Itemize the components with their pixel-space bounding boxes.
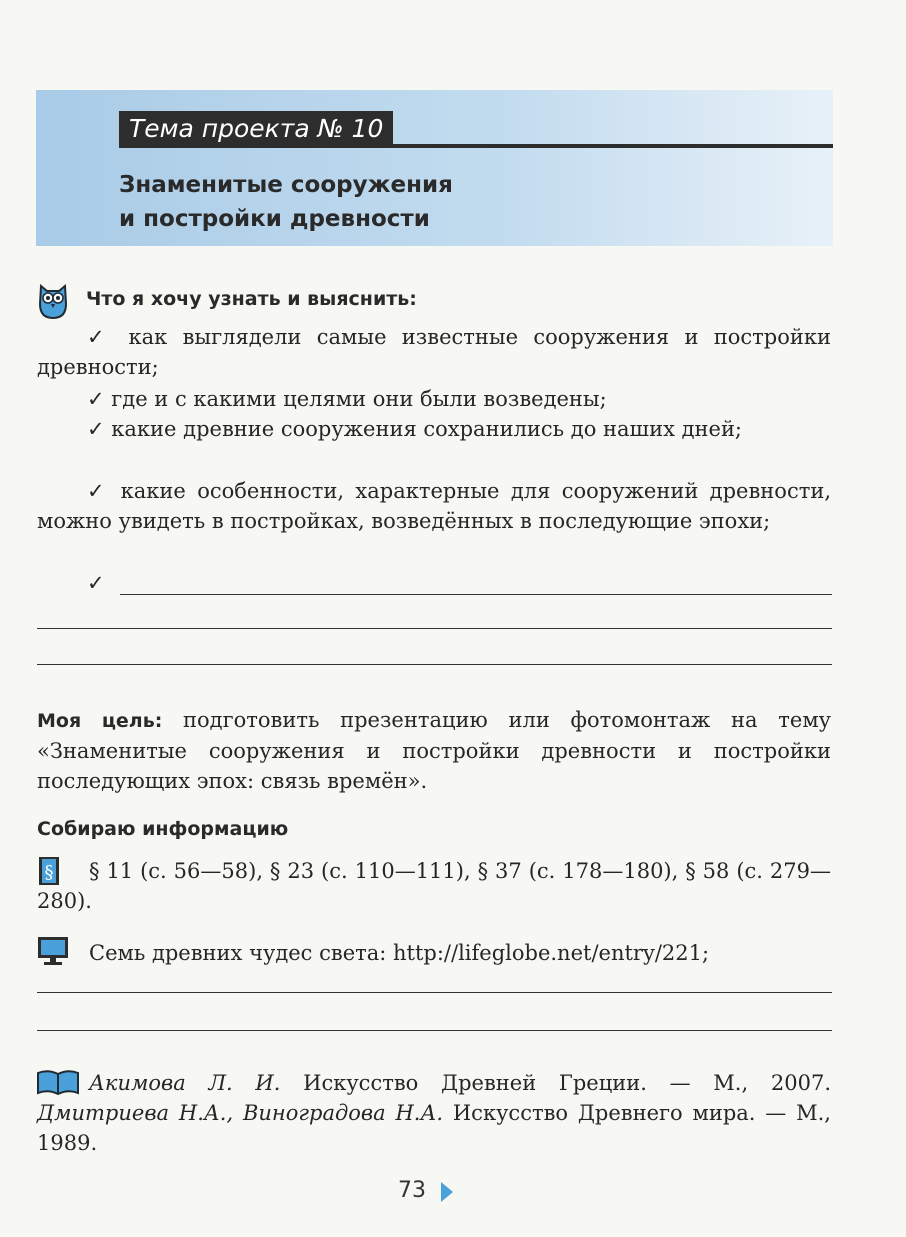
page-number: 73 [398, 1178, 426, 1203]
monitor-icon [37, 936, 69, 966]
answer-line[interactable] [37, 1030, 832, 1031]
literature-author-1: Акимова Л. И. [89, 1071, 281, 1095]
info-heading: Собираю информацию [37, 818, 289, 840]
topic-underline [119, 144, 833, 148]
literature-work-2: Искусство Древнего мира. — М., 1989. [37, 1101, 831, 1155]
answer-line[interactable] [120, 594, 832, 595]
learn-item-4: ✓ какие особенности, характерные для сооружений древности, можно увидеть в постройках, возведённых в последующие эпохи; [37, 479, 831, 533]
page-arrow-icon[interactable] [439, 1180, 455, 1204]
literature-list [37, 1068, 831, 1158]
goal-label: Моя цель: [37, 710, 163, 732]
learn-item-2: ✓ где и с какими целями они были возведены; [87, 387, 607, 411]
paragraph-refs: § 11 (с. 56—58), § 23 (с. 110—111), § 37 (с. 178—180), § 58 (с. 279—280). [37, 859, 831, 913]
owl-icon [37, 282, 69, 320]
learn-item-3: ✓ какие древние сооружения сохранились до наших дней; [87, 417, 743, 441]
title-line-1: Знаменитые сооружения [119, 172, 453, 198]
answer-line[interactable] [37, 628, 832, 629]
answer-line[interactable] [37, 992, 832, 993]
title-line-2: и постройки древности [119, 206, 430, 232]
goal-paragraph [37, 705, 831, 796]
project-title [119, 168, 719, 236]
topic-label: Тема проекта № 10 [119, 111, 393, 147]
learn-item-1: ✓ как выглядели самые известные сооружения и постройки древности; [37, 325, 831, 379]
learn-item-5: ✓ [87, 571, 105, 595]
goal-text: подготовить презентацию или фотомонтаж на тему «Знаменитые сооружения и постройки древности и постройки последующих эпох: связь времён». [37, 708, 832, 793]
literature-work-1: Искусство Древней Греции. — М., 2007. [280, 1071, 831, 1095]
web-link[interactable]: Семь древних чудес света: http://lifeglobe.net/entry/221; [89, 941, 710, 965]
svg-text:§: § [44, 862, 54, 883]
literature-author-2: Дмитриева Н.А., Виноградова Н.А. [37, 1101, 444, 1125]
answer-line[interactable] [37, 664, 832, 665]
learn-heading: Что я хочу узнать и выяснить: [86, 288, 417, 310]
